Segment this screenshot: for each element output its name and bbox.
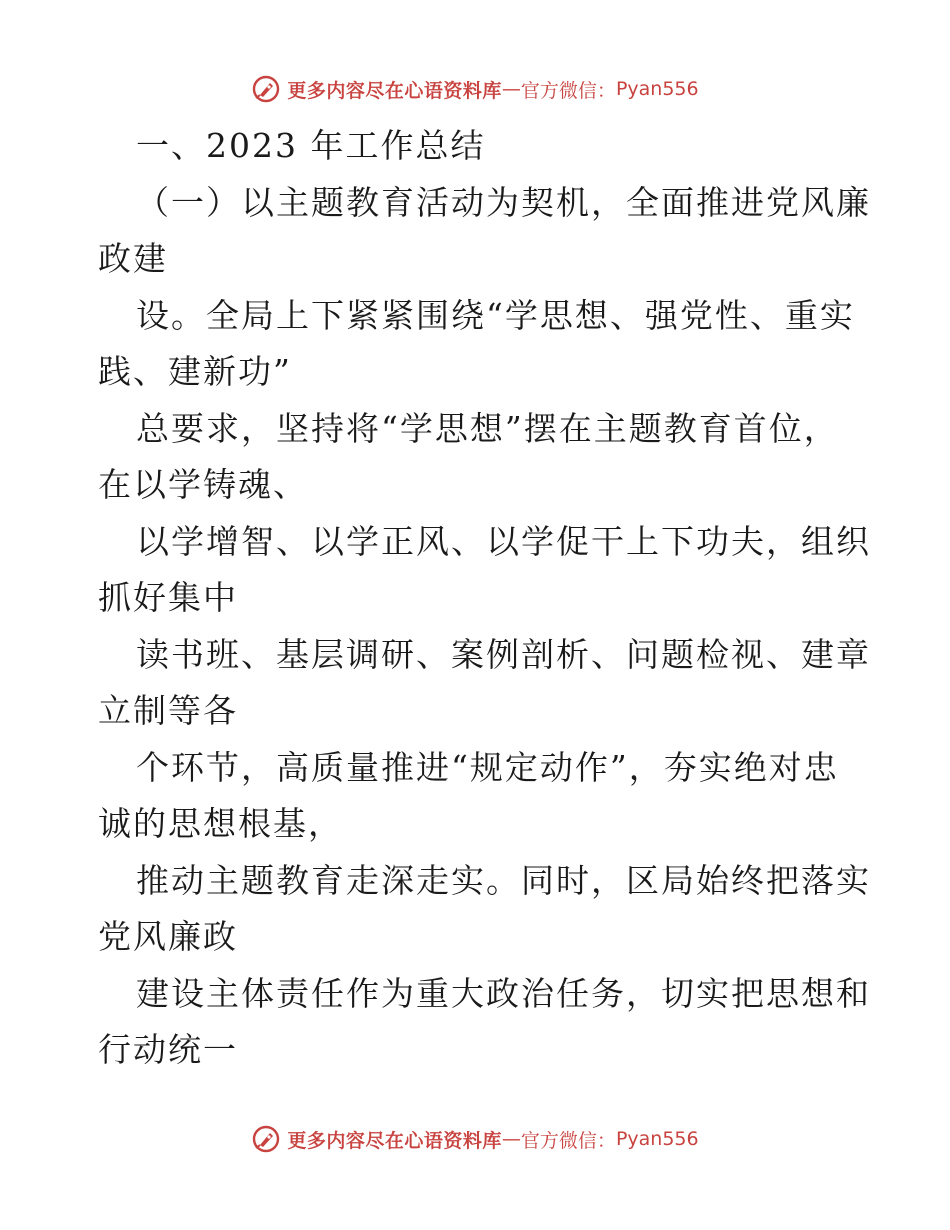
header-watermark <box>0 74 950 104</box>
paragraph-line: 践、建新功” <box>98 352 292 391</box>
paragraph-line: 读书班、基层调研、案例剖析、问题检视、建章 <box>136 634 871 674</box>
paragraph-line: 以学增智、以学正风、以学促干上下功夫，组织 <box>136 521 871 561</box>
paragraph-line: 诚的思想根基， <box>98 804 343 843</box>
paragraph-line: 设。全局上下紧紧围绕“学思想、强党性、重实 <box>136 295 855 335</box>
watermark-site-text: 更多内容尽在心语资料库 <box>287 1129 502 1152</box>
watermark-dash: — <box>501 78 521 100</box>
watermark-contact-label: 官方微信： <box>520 79 616 102</box>
pen-nib-logo-icon <box>251 1124 281 1154</box>
paragraph-line: 政建 <box>98 239 168 278</box>
watermark-site-text: 更多内容尽在心语资料库 <box>287 79 502 102</box>
watermark-dash: — <box>501 1128 521 1150</box>
paragraph-line: 在以学铸魂、 <box>98 465 308 504</box>
paragraph-line: 总要求，坚持将“学思想”摆在主题教育首位， <box>136 408 839 448</box>
pen-nib-logo-icon <box>251 74 281 104</box>
paragraph-line: 党风廉政 <box>98 917 238 956</box>
paragraph-line: 抓好集中 <box>98 578 238 617</box>
subsection-heading: （一）以主题教育活动为契机，全面推进党风廉 <box>136 182 871 222</box>
footer-watermark <box>0 1124 950 1154</box>
paragraph-line: 建设主体责任作为重大政治任务，切实把思想和 <box>136 973 871 1013</box>
paragraph-line: 行动统一 <box>98 1030 238 1069</box>
watermark-contact-label: 官方微信： <box>520 1129 616 1152</box>
paragraph-line: 个环节，高质量推进“规定动作”，夯实绝对忠 <box>136 747 839 787</box>
paragraph-line: 推动主题教育走深走实。同时，区局始终把落实 <box>136 860 871 900</box>
document-body <box>98 118 871 1079</box>
section-heading: 一、2023 年工作总结 <box>136 126 486 165</box>
watermark-contact-id: Pyan556 <box>615 78 699 100</box>
watermark-contact-id: Pyan556 <box>615 1128 699 1150</box>
paragraph-line: 立制等各 <box>98 691 238 730</box>
